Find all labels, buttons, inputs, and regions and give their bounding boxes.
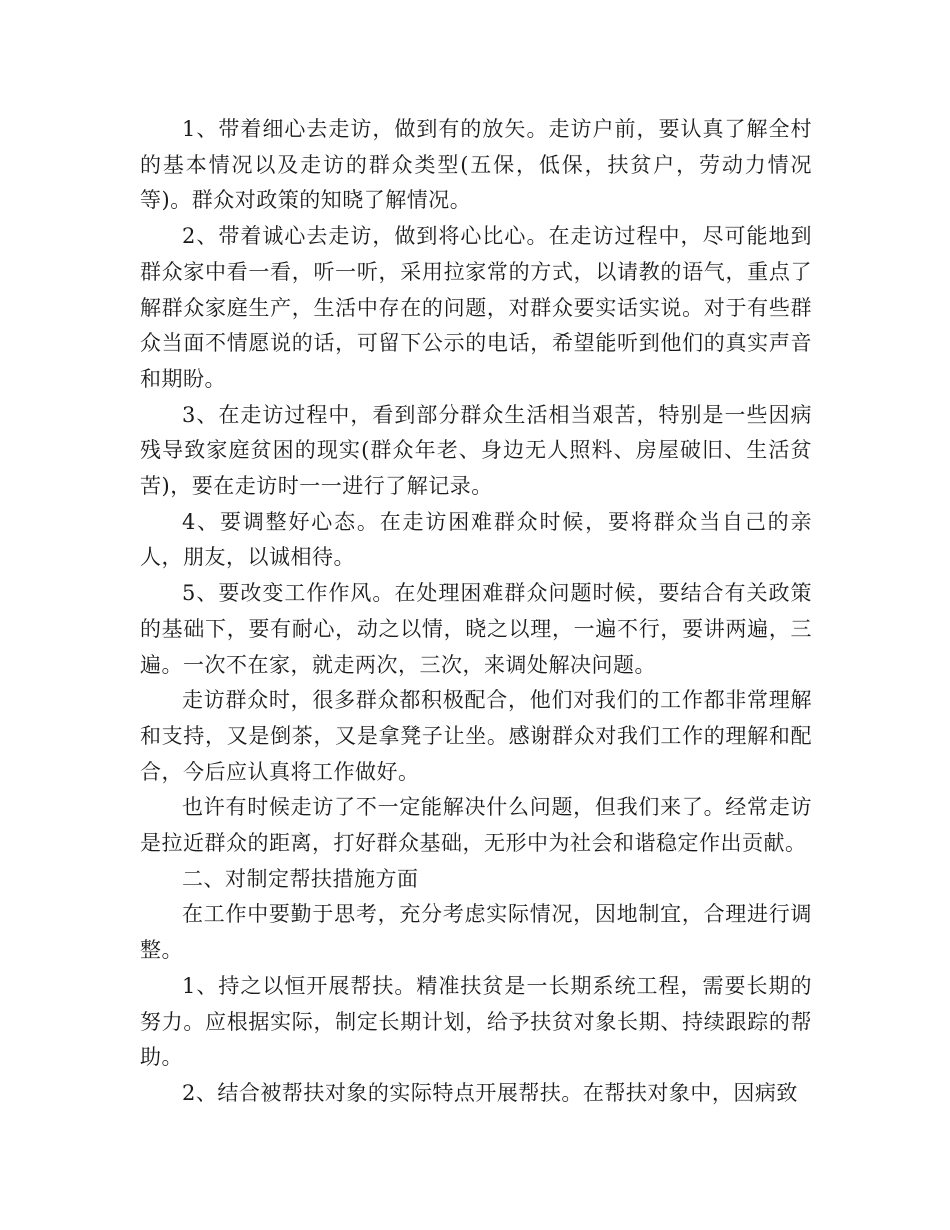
paragraph-record-hardship: 3、在走访过程中，看到部分群众生活相当艰苦，特别是一些因病残导致家庭贫困的现实(群众年老、身边无人照料、房屋破旧、生活贫苦)，要在走访时一一进行了解记录。 — [140, 402, 812, 499]
paragraph-think-diligently: 在工作中要勤于思考，充分考虑实际情况，因地制宜，合理进行调整。 — [140, 902, 812, 963]
document-body — [140, 112, 812, 1112]
paragraph-visit-sincerely: 2、带着诚心去走访，做到将心比心。在走访过程中，尽可能地到群众家中看一看，听一听，采用拉家常的方式，以请教的语气，重点了解群众家庭生产，生活中存在的问题，对群众要实话实说。对于有些群众当面不情愿说的话，可留下公示的电话，希望能听到他们的真实声音和期盼。 — [140, 224, 812, 391]
paragraph-visit-carefully: 1、带着细心去走访，做到有的放矢。走访户前，要认真了解全村的基本情况以及走访的群众类型(五保，低保，扶贫户，劳动力情况等)。群众对政策的知晓了解情况。 — [140, 117, 812, 213]
paragraph-targeted-assistance: 2、结合被帮扶对象的实际特点开展帮扶。在帮扶对象中，因病致 — [182, 1080, 798, 1105]
paragraph-public-cooperation: 走访群众时，很多群众都积极配合，他们对我们的工作都非常理解和支持，又是倒茶，又是拿凳子让坐。感谢群众对我们工作的理解和配合，今后应认真将工作做好。 — [140, 688, 812, 784]
section-heading-assistance-measures: 二、对制定帮扶措施方面 — [182, 866, 419, 891]
paragraph-persistent-assistance: 1、持之以恒开展帮扶。精准扶贫是一长期系统工程，需要长期的努力。应根据实际，制定长期计划，给予扶贫对象长期、持续跟踪的帮助。 — [140, 973, 812, 1070]
paragraph-change-work-style: 5、要改变工作作风。在处理困难群众问题时候，要结合有关政策的基础下，要有耐心，动之以情，晓之以理，一遍不行，要讲两遍，三遍。一次不在家，就走两次，三次，来调处解决问题。 — [140, 581, 812, 677]
paragraph-adjust-mindset: 4、要调整好心态。在走访困难群众时候，要将群众当自己的亲人，朋友，以诚相待。 — [140, 509, 812, 570]
paragraph-frequent-visits: 也许有时候走访了不一定能解决什么问题，但我们来了。经常走访是拉近群众的距离，打好群众基础，无形中为社会和谐稳定作出贡献。 — [140, 795, 812, 856]
